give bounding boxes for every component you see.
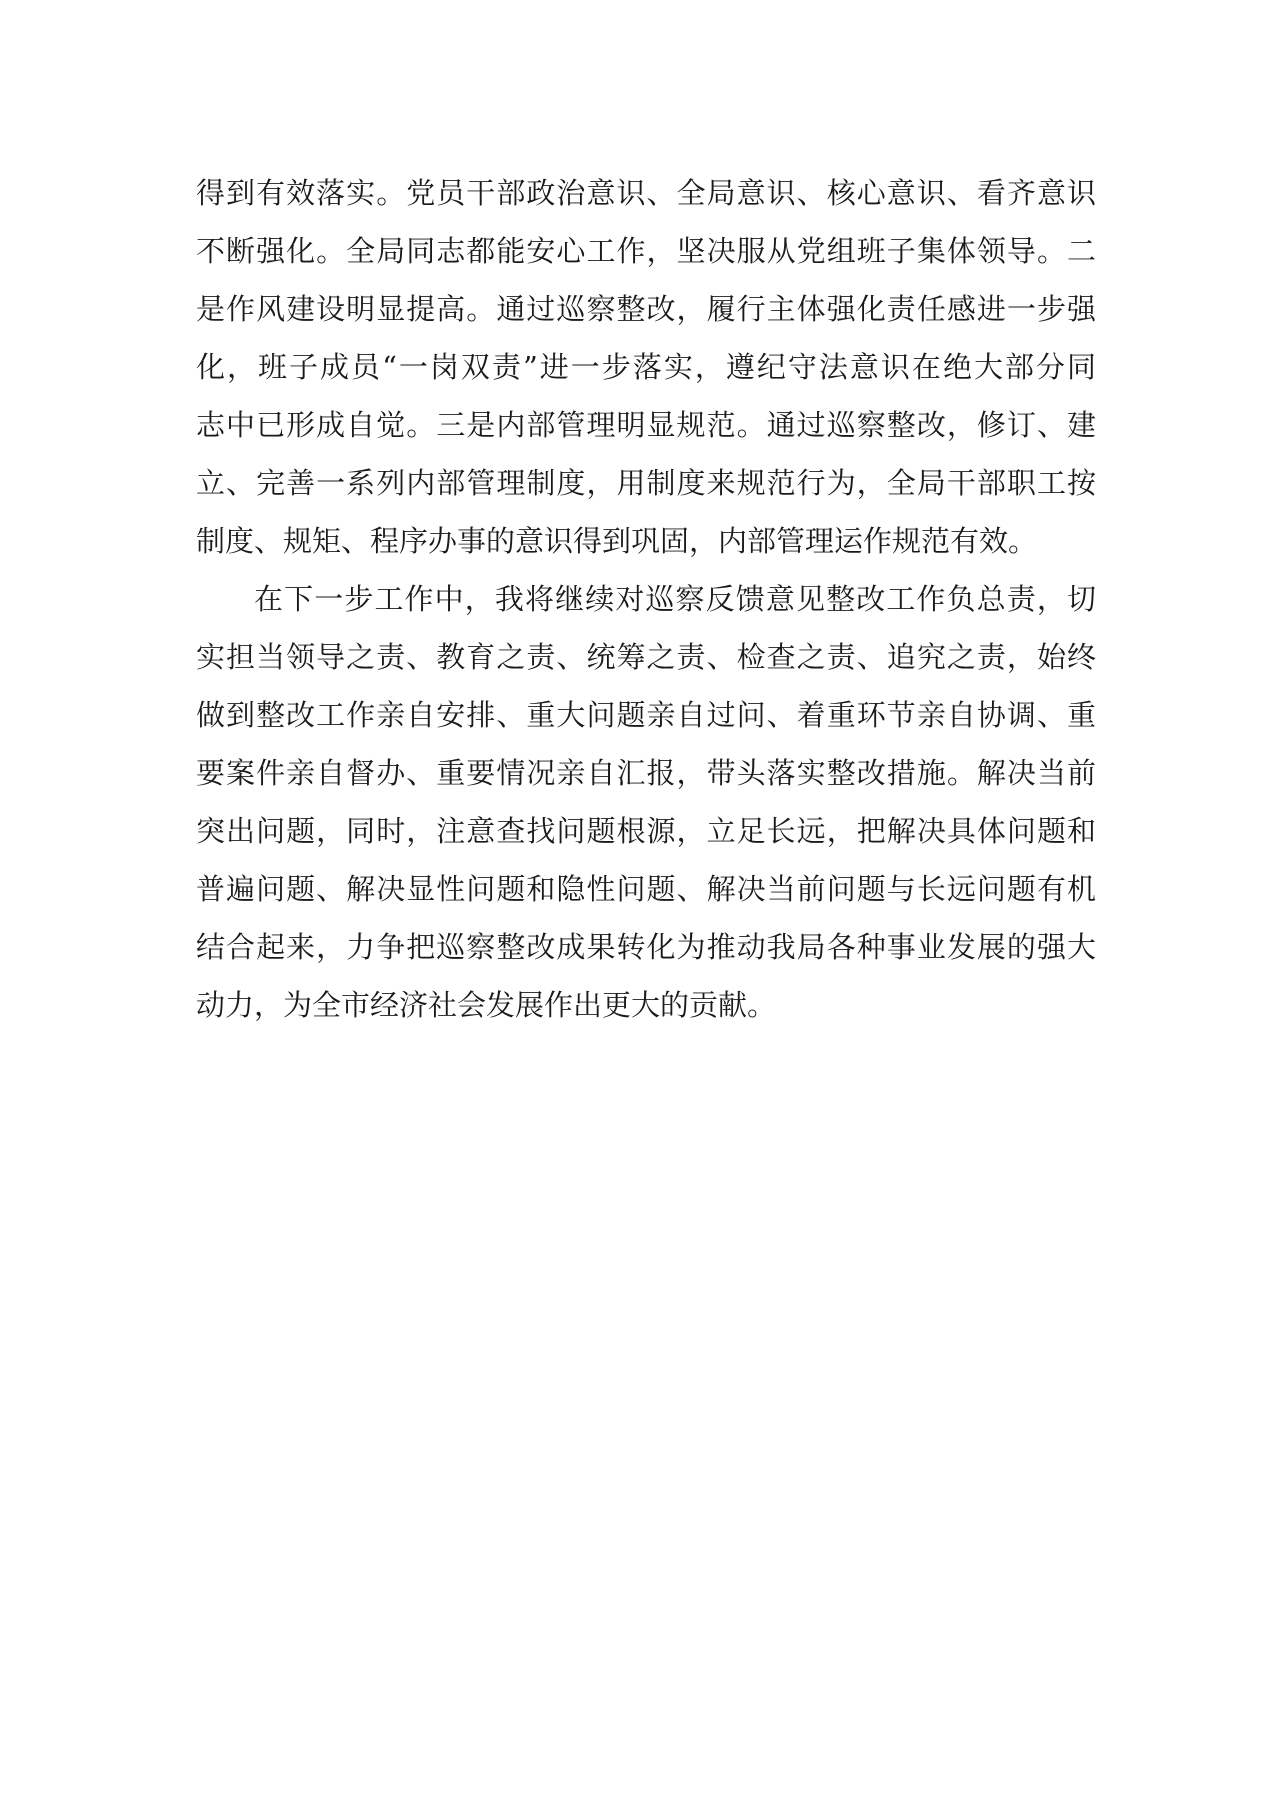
- paragraph: [196, 164, 1096, 570]
- text-line: 突出问题，同时，注意查找问题根源，立足长远，把解决具体问题和: [196, 814, 1096, 848]
- text-line: 立、完善一系列内部管理制度，用制度来规范行为，全局干部职工按: [196, 466, 1096, 500]
- text-line: 不断强化。全局同志都能安心工作，坚决服从党组班子集体领导。二: [196, 234, 1096, 268]
- text-line: 实担当领导之责、教育之责、统筹之责、检查之责、追究之责，始终: [196, 640, 1096, 674]
- text-line: 普遍问题、解决显性问题和隐性问题、解决当前问题与长远问题有机: [196, 872, 1096, 906]
- text-line: 在下一步工作中，我将继续对巡察反馈意见整改工作负总责，切: [254, 582, 1096, 616]
- text-line: 得到有效落实。党员干部政治意识、全局意识、核心意识、看齐意识: [196, 176, 1096, 210]
- text-line: 结合起来，力争把巡察整改成果转化为推动我局各种事业发展的强大: [196, 930, 1096, 964]
- text-line: 志中已形成自觉。三是内部管理明显规范。通过巡察整改，修订、建: [196, 408, 1096, 442]
- paragraph: [196, 570, 1096, 1034]
- text-line: 是作风建设明显提高。通过巡察整改，履行主体强化责任感进一步强: [196, 292, 1096, 326]
- text-line: 动力，为全市经济社会发展作出更大的贡献。: [196, 988, 777, 1022]
- text-line: 化，班子成员“一岗双责”进一步落实，遵纪守法意识在绝大部分同: [196, 350, 1096, 384]
- body-text: [196, 164, 1096, 1034]
- text-line: 做到整改工作亲自安排、重大问题亲自过问、着重环节亲自协调、重: [196, 698, 1096, 732]
- text-line: 制度、规矩、程序办事的意识得到巩固，内部管理运作规范有效。: [196, 524, 1038, 558]
- text-line: 要案件亲自督办、重要情况亲自汇报，带头落实整改措施。解决当前: [196, 756, 1096, 790]
